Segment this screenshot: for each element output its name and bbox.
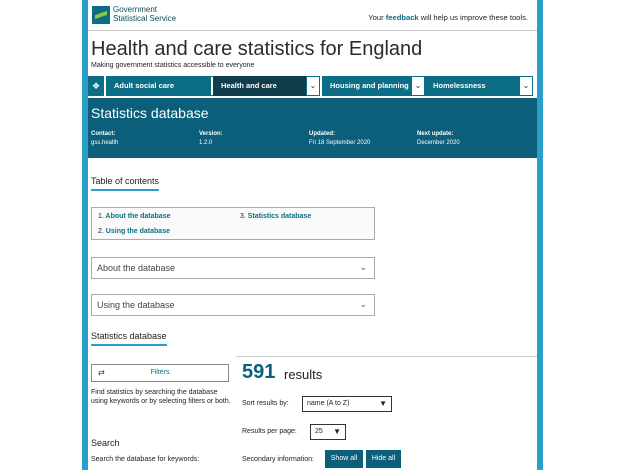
toc-link-database[interactable]: 3. Statistics database — [240, 213, 312, 220]
chevron-down-icon: ⌄ — [359, 262, 367, 272]
page-title: Statistics database — [91, 105, 209, 121]
hide-all-button[interactable]: Hide all — [366, 450, 401, 468]
toc-heading: Table of contents — [91, 176, 159, 191]
chevron-down-icon[interactable]: ⌄ — [411, 76, 425, 96]
filter-description: Find statistics by searching the database using keywords or by selecting filters or both. — [91, 389, 231, 405]
meta-updated: Updated: Fri 18 September 2020 — [309, 131, 371, 146]
meta-next-update: Next update: December 2020 — [417, 131, 460, 146]
secondary-info-label: Secondary information: — [242, 456, 314, 463]
main-nav — [88, 76, 537, 96]
toc-link-about[interactable]: 1. About the database — [98, 213, 171, 220]
caret-down-icon: ▼ — [333, 427, 341, 436]
nav-item-health-and-care[interactable]: Health and care — [213, 76, 307, 96]
search-heading: Search — [91, 438, 120, 448]
results-label: results — [284, 367, 323, 382]
page-frame-right — [537, 0, 543, 470]
nav-item-adult-social-care[interactable]: Adult social care — [106, 76, 210, 96]
home-icon[interactable]: ❖ — [88, 76, 104, 96]
chevron-down-icon[interactable]: ⌄ — [519, 76, 533, 96]
top-bar — [88, 0, 537, 30]
chevron-down-icon[interactable]: ⌄ — [306, 76, 320, 96]
accordion-using[interactable]: Using the database ⌄ — [91, 294, 375, 316]
sliders-icon: ⇄ — [98, 368, 105, 377]
divider — [88, 30, 537, 31]
caret-down-icon: ▼ — [379, 399, 387, 408]
gss-logo-icon[interactable] — [92, 6, 110, 24]
results-count: 591 — [242, 361, 276, 383]
nav-item-housing-and-planning[interactable]: Housing and planning — [322, 76, 412, 96]
database-heading: Statistics database — [91, 331, 167, 346]
sort-label: Sort results by: — [242, 400, 289, 407]
feedback-link[interactable]: feedback — [385, 13, 419, 22]
site-title[interactable]: Health and care statistics for England — [91, 38, 423, 60]
divider — [236, 356, 537, 357]
accordion-about[interactable]: About the database ⌄ — [91, 257, 375, 279]
chevron-down-icon: ⌄ — [359, 299, 367, 309]
per-page-select[interactable]: 25 ▼ — [310, 424, 346, 440]
search-description: Search the database for keywords: — [91, 456, 200, 463]
filters-button[interactable]: ⇄ Filters — [91, 364, 229, 382]
show-all-button[interactable]: Show all — [325, 450, 363, 468]
nav-item-homelessness[interactable]: Homelessness — [425, 76, 519, 96]
meta-version: Version: 1.2.0 — [199, 131, 223, 146]
sort-select[interactable]: name (A to Z) ▼ — [302, 396, 392, 412]
page — [88, 0, 537, 470]
gss-logo-text[interactable]: Government Statistical Service — [113, 5, 177, 23]
feedback-banner: Your feedback will help us improve these tools. — [368, 13, 528, 22]
toc-box — [91, 207, 375, 240]
page-banner — [88, 98, 537, 158]
meta-contact: Contact: gss.health — [91, 131, 119, 146]
per-page-label: Results per page: — [242, 428, 297, 435]
site-subtitle: Making government statistics accessible to everyone — [91, 62, 255, 69]
toc-link-using[interactable]: 2. Using the database — [98, 228, 170, 235]
